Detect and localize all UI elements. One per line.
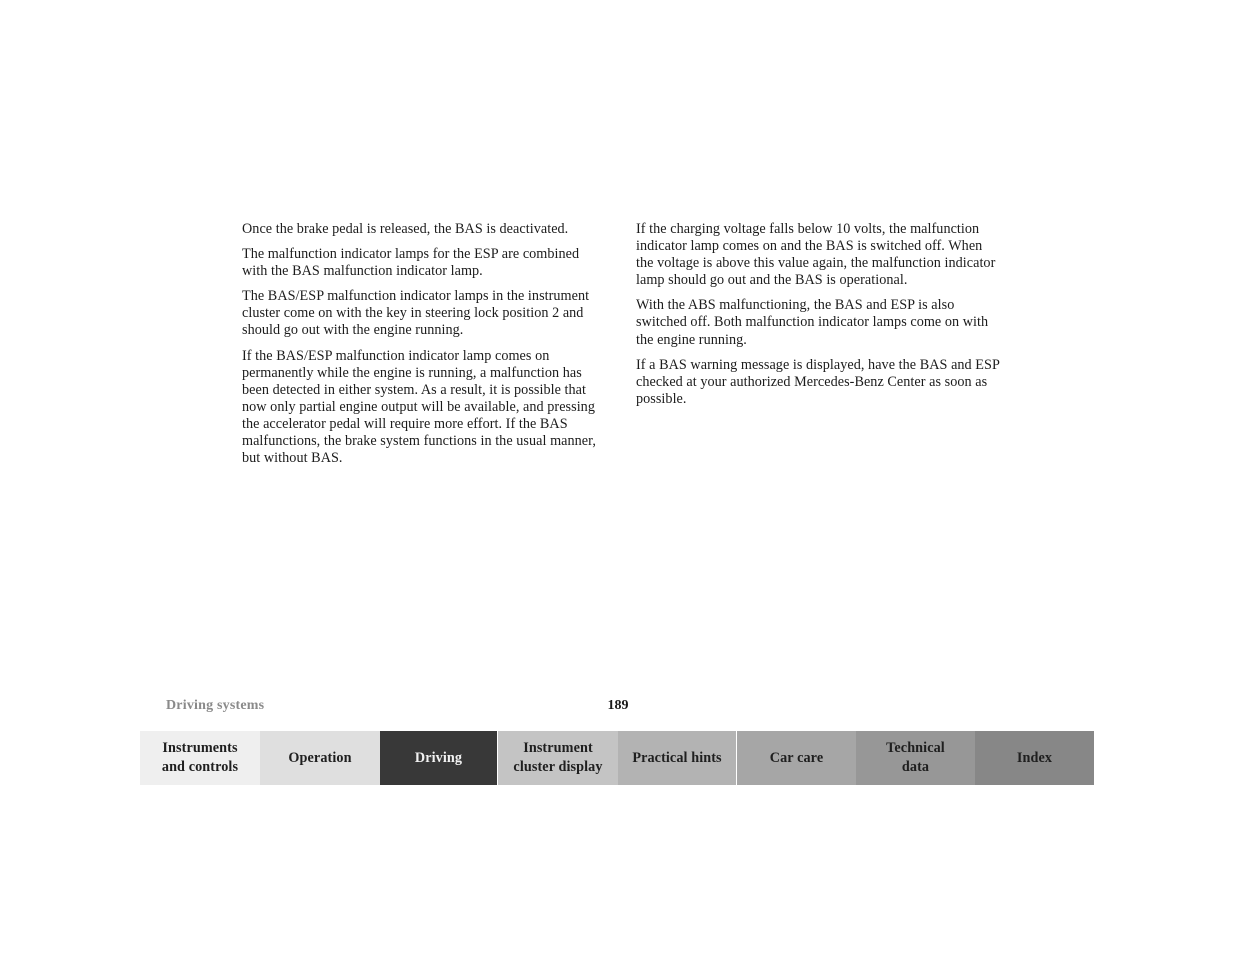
paragraph: The BAS/ESP malfunction indicator lamps in the instrument cluster come on with the key in steering lock position 2 and should go out with the engine running. (242, 288, 590, 339)
tab-label: Instrument (523, 740, 593, 756)
tab-technical-data[interactable] (856, 731, 975, 785)
tab-label: and controls (161, 759, 239, 775)
tab-index[interactable] (975, 731, 1094, 785)
page-number: 189 (607, 698, 629, 713)
tab-label: Car care (769, 749, 824, 766)
tab-label: data (901, 759, 930, 775)
paragraph: Once the brake pedal is released, the BAS is deactivated. (242, 221, 569, 237)
tab-label: Instruments (162, 740, 238, 756)
paragraph: If a BAS warning message is displayed, have the BAS and ESP checked at your authorized Mercedes-Benz Center as soon as possible. (636, 356, 1000, 407)
tab-label: Index (1016, 749, 1053, 766)
paragraph: The malfunction indicator lamps for the ESP are combined with the BAS malfunction indicator lamp. (242, 246, 580, 280)
tab-operation[interactable] (260, 731, 380, 785)
tab-label: Technical (886, 740, 945, 756)
tab-label: Driving (414, 749, 463, 766)
tab-label: cluster display (513, 759, 603, 775)
tab-instrument-cluster-display[interactable] (498, 731, 618, 785)
tab-label: Practical hints (632, 749, 722, 766)
chapter-tab-bar (140, 731, 1094, 785)
left-text-column (242, 221, 607, 475)
section-title: Driving systems (166, 698, 265, 713)
tab-practical-hints[interactable] (618, 731, 737, 785)
paragraph: With the ABS malfunctioning, the BAS and ESP is also switched off. Both malfunction indicator lamps come on with the engine running. (636, 297, 989, 348)
tab-driving[interactable] (380, 731, 498, 785)
tab-car-care[interactable] (737, 731, 856, 785)
tab-instruments-and-controls[interactable] (140, 731, 260, 785)
paragraph: If the charging voltage falls below 10 volts, the malfunction indicator lamp comes on and the BAS is switched off. When the voltage is above this value again, the malfunction indicator lamp should go out and the BAS is operational. (636, 221, 996, 289)
right-text-column (636, 221, 1001, 416)
tab-label: Operation (288, 749, 352, 766)
paragraph: If the BAS/ESP malfunction indicator lamp comes on permanently while the engine is running, a malfunction has been detected in either system. As a result, it is possible that now only partial engine output will be available, and pressing the accelerator pedal will require more effort. If the BAS malfunctions, the brake system functions in the usual manner, but without BAS. (242, 347, 596, 467)
